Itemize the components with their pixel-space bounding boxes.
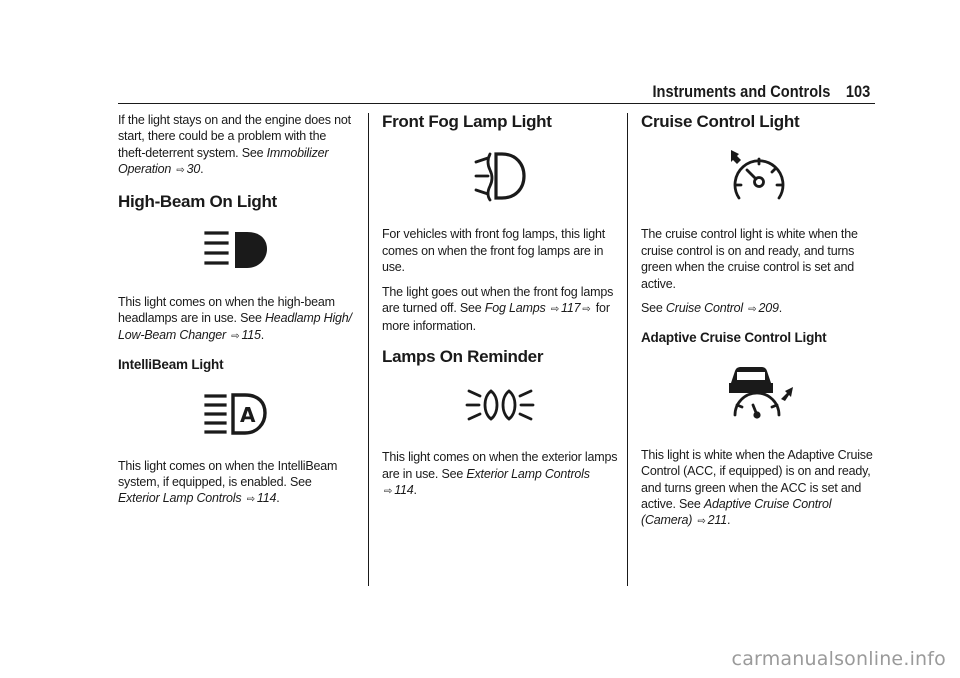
exterior-lamp-link-2[interactable]: Exterior Lamp Controls: [466, 466, 590, 481]
column-divider-1: [368, 113, 369, 586]
column-divider-2: [627, 113, 628, 586]
intellibeam-icon: [203, 392, 269, 436]
fog-lamp-icon: [472, 148, 528, 204]
svg-text:A: A: [240, 402, 256, 427]
acc-link[interactable]: Adaptive Cruise Control (Camera): [641, 497, 832, 528]
page-number: 103: [845, 82, 870, 101]
intellibeam-text: This light comes on when the IntelliBeam system, if equipped, is enabled. See Exterior Lamp Controls ⇨ 114.: [118, 458, 338, 506]
lamps-on-text: This light comes on when the exterior lamps are in use. See Exterior Lamp Controls ⇨ 114.: [382, 450, 618, 498]
fog-text-1: For vehicles with front fog lamps, this light comes on when the front fog lamps are in use.: [382, 227, 606, 275]
column-3: [641, 100, 877, 539]
page-arrow-icon: ⇨: [176, 165, 185, 177]
column-2: [382, 100, 618, 508]
exterior-lamp-link[interactable]: Exterior Lamp Controls: [118, 491, 242, 506]
cruise-heading: Cruise Control Light: [641, 112, 800, 131]
cruise-control-link[interactable]: Cruise Control: [665, 301, 744, 316]
lamps-on-heading: Lamps On Reminder: [382, 346, 544, 366]
lamps-on-icon: [463, 383, 537, 427]
fog-lamp-heading: Front Fog Lamp Light: [382, 112, 552, 131]
high-beam-heading: High-Beam On Light: [118, 191, 277, 211]
page-header: [652, 82, 870, 102]
intro-paragraph: If the light stays on and the engine does not start, there could be a problem with the theft-deterrent system. See Immobilizer Operation ⇨ 30.: [118, 113, 351, 177]
high-beam-icon: [203, 228, 269, 272]
acc-heading: Adaptive Cruise Control Light: [641, 330, 827, 346]
adaptive-cruise-icon: [723, 365, 795, 425]
fog-lamps-link[interactable]: Fog Lamps: [484, 301, 546, 316]
headlamp-link[interactable]: Headlamp High/ Low-Beam Changer: [118, 311, 352, 342]
cruise-control-icon: [727, 148, 791, 204]
intellibeam-heading: IntelliBeam Light: [118, 357, 224, 373]
column-1: [118, 112, 354, 517]
fog-text-2: The light goes out when the front fog lamps are turned off. See Fog Lamps ⇨ 117 ⇨ for more information.: [382, 284, 614, 334]
cruise-text: The cruise control light is white when the cruise control is on and ready, and turns green when the cruise control is set and active.: [641, 227, 858, 291]
watermark: carmanualsonline.info: [731, 648, 946, 670]
high-beam-text: This light comes on when the high-beam headlamps are in use. See Headlamp High/ Low-Beam Changer ⇨ 115.: [118, 295, 352, 342]
immobilizer-link[interactable]: Immobilizer Operation: [118, 145, 329, 177]
cruise-see: See Cruise Control ⇨ 209.: [641, 301, 783, 316]
acc-text: This light is white when the Adaptive Cruise Control (ACC, if equipped) is on and ready, and turns green when the ACC is set and active. See Adaptive Cruise Control (Camera) ⇨ 211.: [641, 447, 873, 528]
section-title: Instruments and Controls: [652, 82, 831, 101]
